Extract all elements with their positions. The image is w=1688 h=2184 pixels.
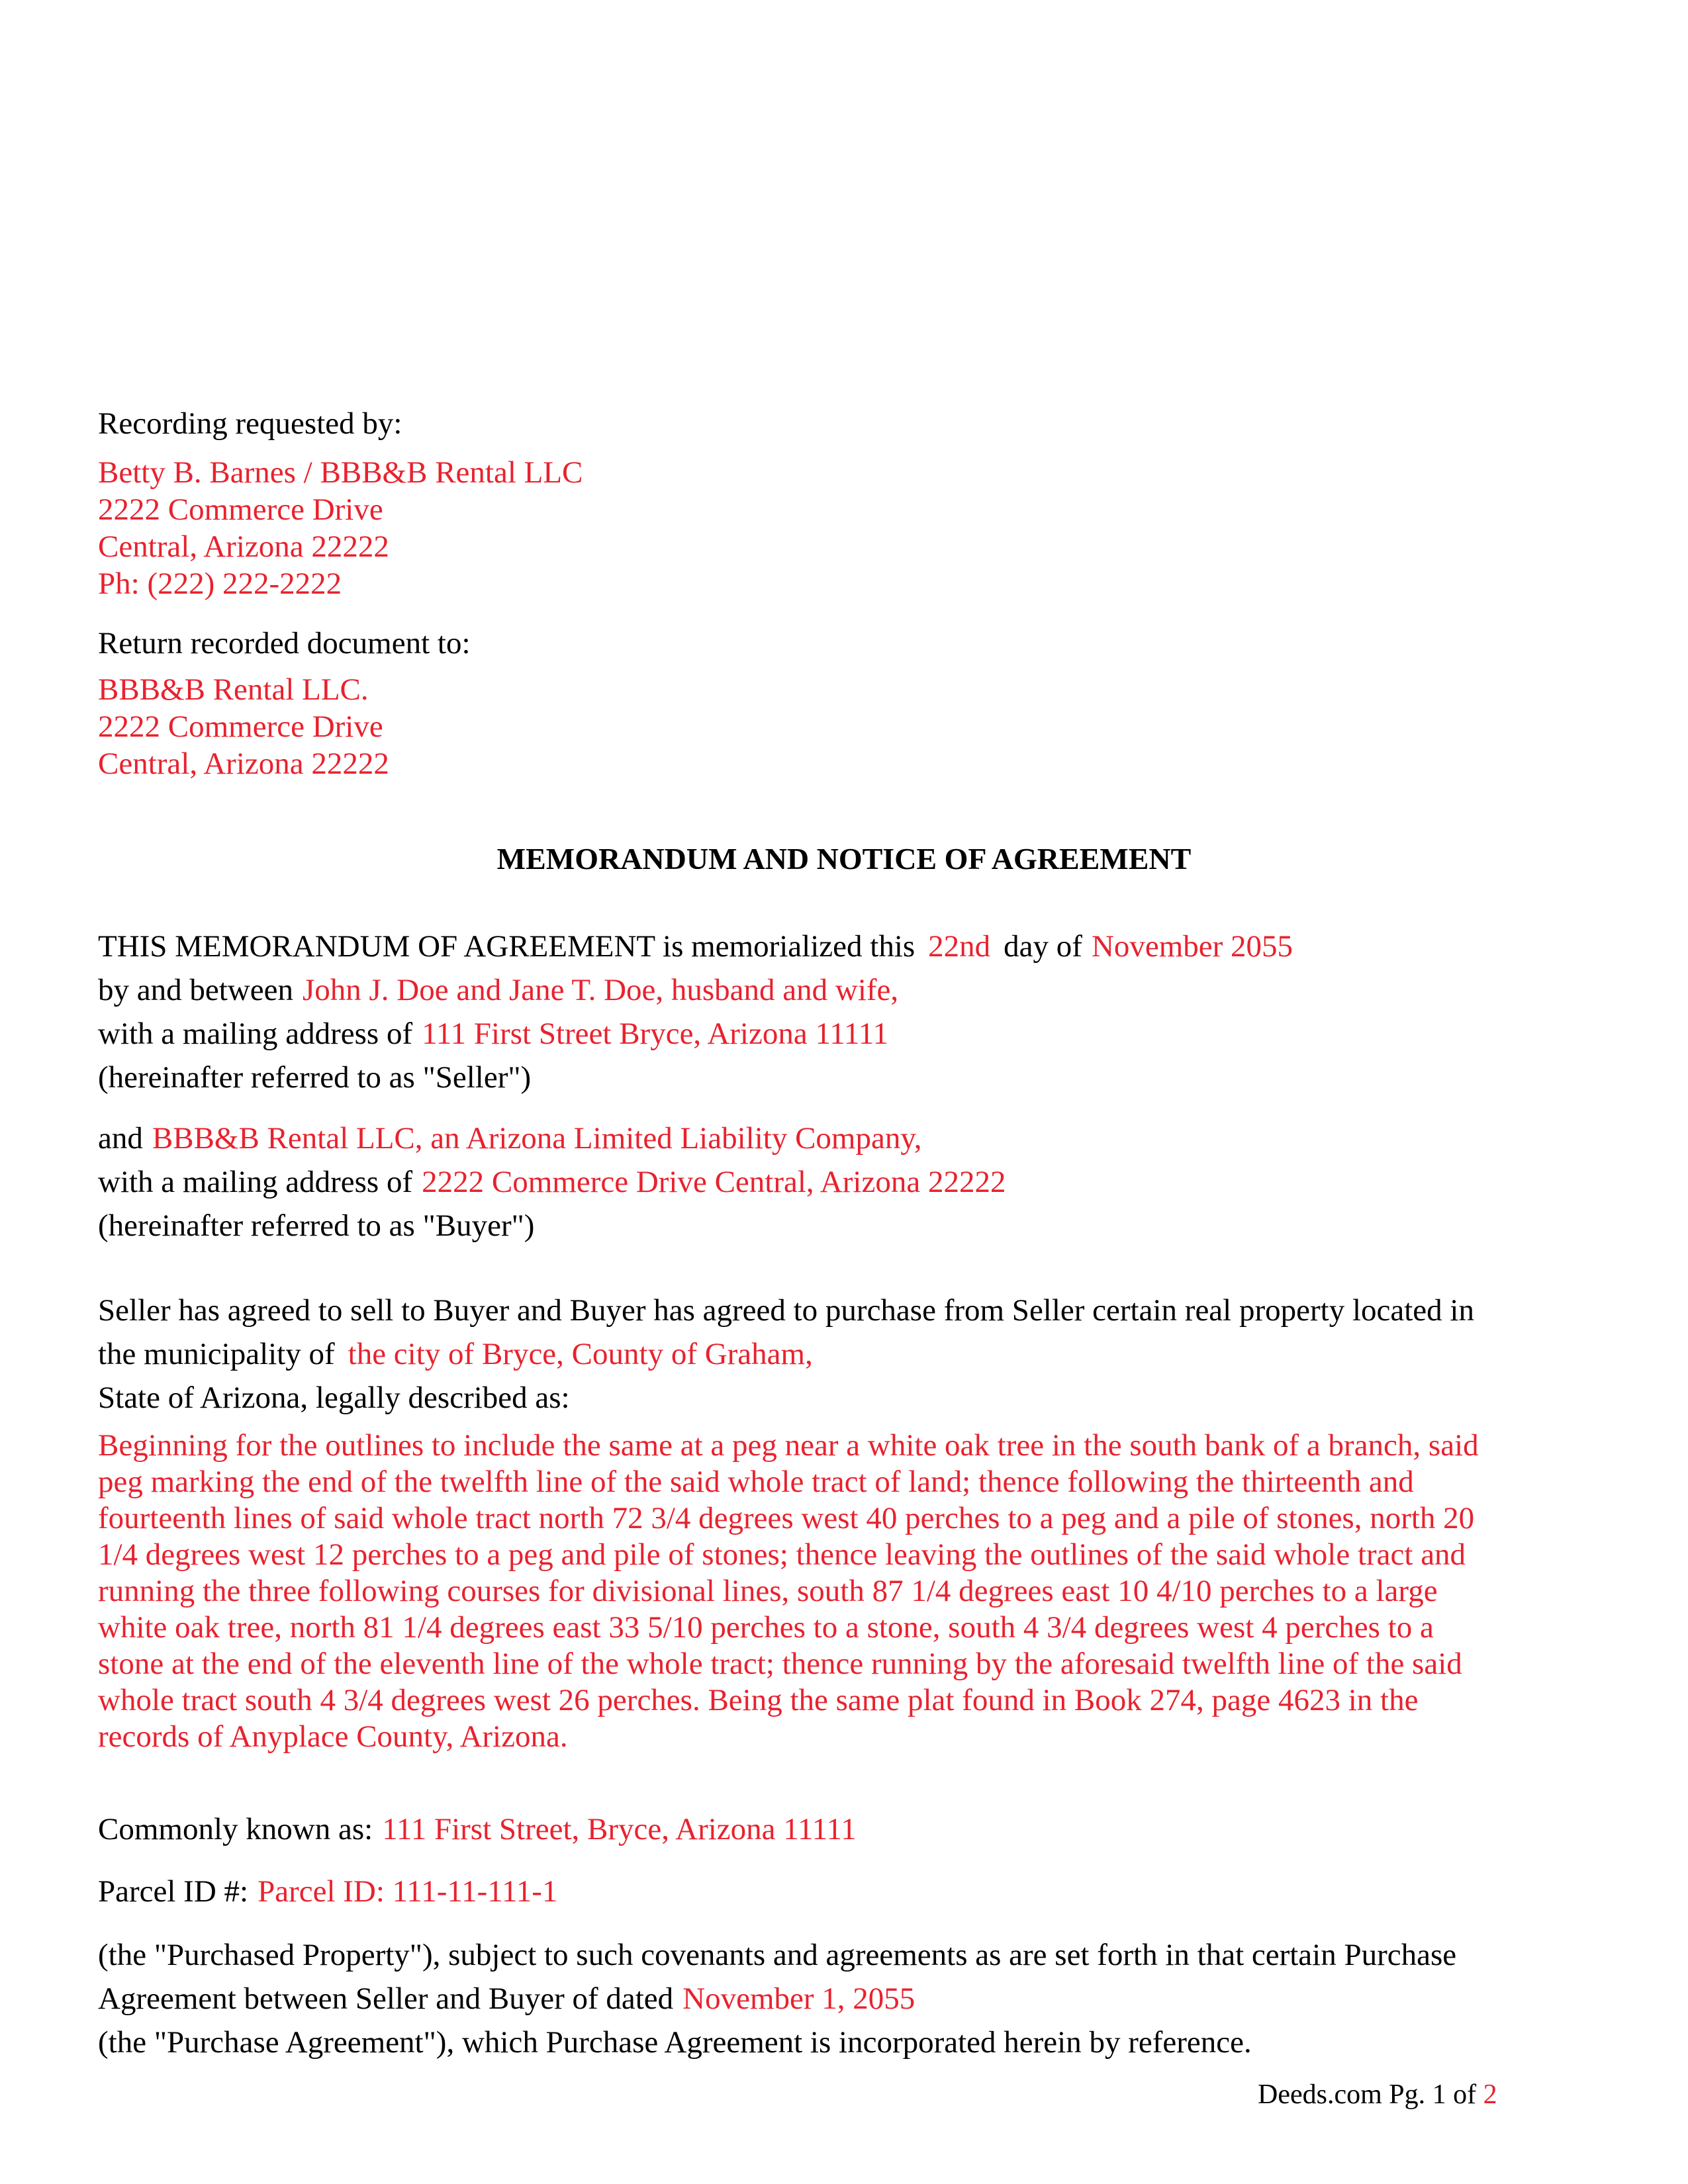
closing-line-1: (the "Purchased Property"), subject to such covenants and agreements as are set forth in that certain Purchase: [98, 1938, 1457, 1972]
requester-name: Betty B. Barnes / BBB&B Rental LLC: [98, 455, 583, 490]
legal-line-1: Beginning for the outlines to include the same at a peg near a white oak tree in the south bank of a branch, said: [98, 1428, 1479, 1463]
footer-of: of: [1453, 2079, 1477, 2110]
parcel-label: Parcel ID #:: [98, 1874, 249, 1909]
footer-page-current: 1: [1432, 2079, 1446, 2110]
commonly-known-line: [98, 1811, 857, 1848]
return-street: 2222 Commerce Drive: [98, 709, 383, 744]
recording-requested-label: Recording requested by:: [98, 406, 402, 441]
footer-page-total: 2: [1483, 2079, 1497, 2110]
parcel-line: [98, 1873, 557, 1910]
seller-reference: (hereinafter referred to as "Seller"): [98, 1060, 532, 1095]
memo-day-of: day of: [1004, 929, 1082, 964]
legal-line-4: 1/4 degrees west 12 perches to a peg and pile of stones; thence leaving the outlines of the said whole tract and: [98, 1537, 1466, 1572]
legal-line-9: records of Anyplace County, Arizona.: [98, 1719, 568, 1754]
parcel-value: Parcel ID: 111-11-111-1: [258, 1874, 558, 1909]
return-name: BBB&B Rental LLC.: [98, 672, 369, 707]
legal-line-5: running the three following courses for divisional lines, south 87 1/4 degrees east 10 4/10 perches to a large: [98, 1574, 1438, 1608]
memo-line-2: [98, 972, 898, 1009]
legal-line-7: stone at the end of the eleventh line of the whole tract; thence running by the aforesaid twelfth line of the said: [98, 1647, 1462, 1681]
closing-line-2: [98, 1980, 915, 2017]
requester-street: 2222 Commerce Drive: [98, 492, 383, 527]
document-title: MEMORANDUM AND NOTICE OF AGREEMENT: [496, 842, 1192, 876]
requester-city: Central, Arizona 22222: [98, 529, 389, 564]
and-text: and: [98, 1121, 143, 1156]
requester-phone: Ph: (222) 222-2222: [98, 567, 342, 601]
return-label: Return recorded document to:: [98, 626, 471, 660]
seller-mailing-label: with a mailing address of: [98, 1017, 413, 1051]
legal-line-8: whole tract south 4 3/4 degrees west 26 perches. Being the same plat found in Book 274, page 4623 in the: [98, 1683, 1419, 1717]
legal-line-6: white oak tree, north 81 1/4 degrees east 33 5/10 perches to a stone, south 4 3/4 degrees west 4 perches to a: [98, 1610, 1434, 1645]
municipality-value: the city of Bryce, County of Graham,: [348, 1337, 813, 1371]
state-line: State of Arizona, legally described as:: [98, 1381, 570, 1415]
closing-agreement-text: Agreement between Seller and Buyer of dated: [98, 1981, 674, 2016]
agreement-date: November 1, 2055: [682, 1981, 915, 2016]
buyer-reference: (hereinafter referred to as "Buyer"): [98, 1208, 535, 1243]
footer-page-label: Pg.: [1389, 2079, 1426, 2110]
municipality-label: the municipality of: [98, 1337, 335, 1371]
seller-address: 111 First Street Bryce, Arizona 11111: [422, 1017, 888, 1051]
memo-line-6: [98, 1163, 1006, 1201]
memo-day: 22nd: [928, 929, 991, 964]
memo-line-5: [98, 1120, 922, 1157]
memo-line-3: [98, 1015, 888, 1052]
footer-site: Deeds.com: [1258, 2079, 1382, 2110]
page-footer: [1258, 2078, 1497, 2111]
seller-name: John J. Doe and Jane T. Doe, husband and wife,: [302, 973, 899, 1007]
commonly-known-address: 111 First Street, Bryce, Arizona 11111: [382, 1812, 857, 1846]
buyer-address: 2222 Commerce Drive Central, Arizona 22222: [422, 1165, 1006, 1199]
return-city: Central, Arizona 22222: [98, 747, 389, 781]
memo-line-1: [98, 928, 1293, 965]
memo-by-between: by and between: [98, 973, 293, 1007]
memo-intro: THIS MEMORANDUM OF AGREEMENT is memorialized this: [98, 929, 915, 964]
legal-line-3: fourteenth lines of said whole tract north 72 3/4 degrees west 40 perches to a peg and a pile of stones, north 20: [98, 1501, 1475, 1535]
legal-line-2: peg marking the end of the twelfth line of the said whole tract of land; thence following the thirteenth and: [98, 1465, 1414, 1499]
buyer-name: BBB&B Rental LLC, an Arizona Limited Liability Company,: [152, 1121, 922, 1156]
commonly-known-label: Commonly known as:: [98, 1812, 373, 1846]
closing-line-3: (the "Purchase Agreement"), which Purchase Agreement is incorporated herein by reference.: [98, 2025, 1252, 2060]
buyer-mailing-label: with a mailing address of: [98, 1165, 413, 1199]
memo-month-year: November 2055: [1091, 929, 1293, 964]
property-line-1: Seller has agreed to sell to Buyer and Buyer has agreed to purchase from Seller certain real property located in: [98, 1293, 1474, 1328]
property-line-2: [98, 1336, 813, 1373]
